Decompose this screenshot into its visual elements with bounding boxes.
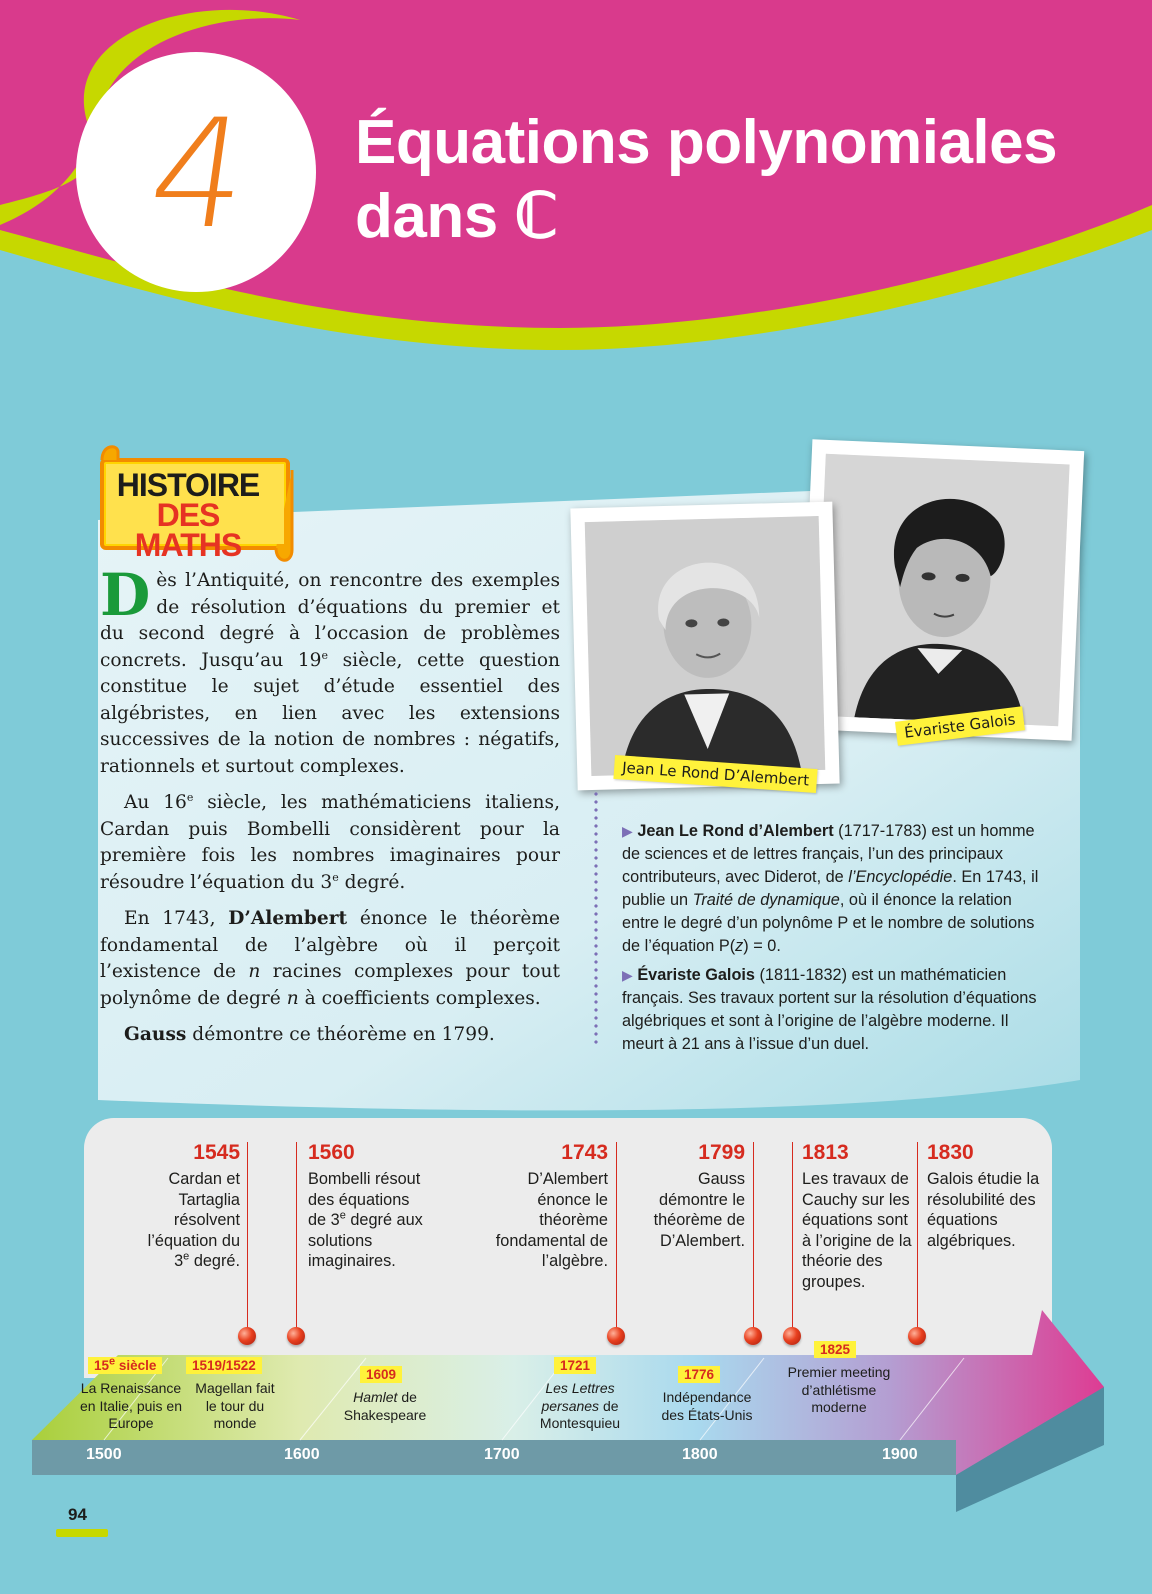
dalembert-caption: Jean Le Rond D’Alembert [613,755,818,793]
axis-label-1900: 1900 [882,1446,918,1463]
timeline-marker [783,1327,801,1345]
timeline-marker [287,1327,305,1345]
bottom-event-magellan: Magellan fait le tour du monde [195,1380,275,1431]
year-tag-1609: 1609 [360,1366,402,1383]
timeline-marker [744,1327,762,1345]
timeline-connector [616,1142,617,1337]
timeline-event-1813: 1813 Les travaux de Cauchy sur les équations sont à l’origine de la théorie des groupes. [802,1141,912,1291]
chapter-number: 4 [139,88,259,262]
bottom-event-independance: Indépendance des États-Unis [661,1389,753,1423]
bio-dalembert: ▶ Jean Le Rond d’Alembert (1717-1783) est un homme de sciences et de lettres français, l’un des principaux contributeurs, avec Diderot, de l’Encyclopédie. En 1743, il publie un Traité de dynamique, où il énonce la relation entre le degré d’un polynôme P et le nombre de solutions de l’équation P(z) = 0. [622,822,1039,955]
badge-line2: DES MATHS [134,497,242,563]
bottom-event-renaissance: La Renaissance en Italie, puis en Europe [80,1380,182,1431]
page-number-underline [56,1529,108,1537]
intro-paragraph-1: Dès l’Antiquité, on rencontre des exemples de résolution d’équations du premier et du second degré à l’occasion de problèmes concrets. Jusqu’au 19e siècle, cette question constitue le sujet d’étude essentiel des algébristes, en lien avec les extensions successives de la notion de nombres : négatifs, rationnels et surtout complexes. [100,561,560,777]
timeline-connector [247,1142,248,1337]
chapter-title-line1: Équations polynomiales [355,108,1058,177]
intro-paragraph-2: Au 16e siècle, les mathématiciens italiens, Cardan puis Bombelli considèrent pour la première fois les nombres imaginaires pour résoudre l’équation du 3e degré. [100,790,560,893]
bottom-event-athletisme: Premier meeting d’athlétisme moderne [787,1364,891,1415]
intro-paragraph-3: En 1743, D’Alembert énonce le théorème fondamental de l’algèbre où il perçoit l’existence de n racines complexes pour tout polynôme de degré n à coefficients complexes. [100,908,560,1009]
axis-label-1700: 1700 [484,1446,520,1463]
axis-label-1600: 1600 [284,1446,320,1463]
triangle-bullet-icon: ▶ [622,967,633,983]
drop-cap: D [100,561,151,629]
timeline-connector [792,1142,793,1337]
bio-galois: ▶ Évariste Galois (1811-1832) est un mathématicien français. Ses travaux portent sur la résolution d’équations algébriques et sont à l’origine de l’algèbre moderne. Il meurt à 21 ans à l’issue d’un duel. [622,966,1037,1053]
bottom-event-lettres-persanes: Les Lettres persanes de Montesquieu [539,1380,621,1431]
timeline-marker [238,1327,256,1345]
badge-line1: HISTOIRE [116,467,260,503]
timeline-marker [607,1327,625,1345]
timeline-connector [296,1142,297,1337]
triangle-bullet-icon: ▶ [622,823,633,839]
timeline-marker [908,1327,926,1345]
axis-label-1500: 1500 [86,1446,122,1463]
year-tag-1776: 1776 [678,1366,720,1383]
year-tag-1721: 1721 [554,1357,596,1374]
year-tag-15e-siecle: 15e siècle [88,1357,162,1374]
page-number: 94 [68,1505,87,1524]
galois-caption: Évariste Galois [895,706,1025,745]
timeline-event-1743: 1743 D’Alembert énonce le théorème fondamental de l’algèbre. [495,1141,608,1270]
chapter-title-line2: dans ℂ [355,182,558,251]
intro-paragraph-4: Gauss démontre ce théorème en 1799. [124,1024,495,1045]
year-tag-1519-1522: 1519/1522 [186,1357,262,1374]
timeline-connector [917,1142,918,1337]
timeline-event-1545: 1545 Cardan et Tartaglia résolvent l’équation du 3e degré. [147,1141,240,1270]
timeline-event-1560: 1560 Bombelli résout des équations de 3e degré aux solutions imaginaires. [308,1141,423,1270]
timeline-event-1830: 1830 Galois étudie la résolubilité des équations algébriques. [927,1141,1040,1250]
year-tag-1825: 1825 [814,1341,856,1358]
timeline-event-1799: 1799 Gauss démontre le théorème de D’Alembert. [653,1141,745,1250]
axis-label-1800: 1800 [682,1446,718,1463]
timeline-connector [753,1142,754,1337]
bottom-event-hamlet: Hamlet de Shakespeare [343,1389,427,1423]
